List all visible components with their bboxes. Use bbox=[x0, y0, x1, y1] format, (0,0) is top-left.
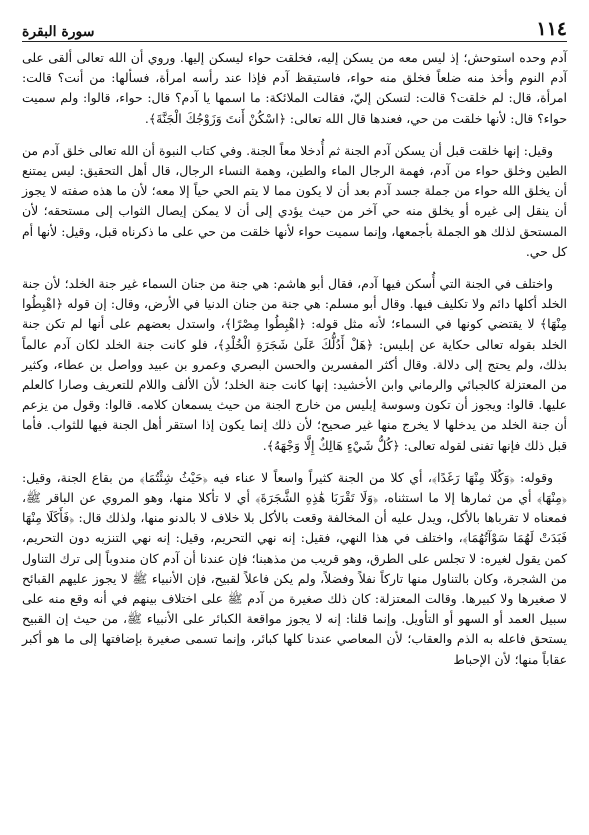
header-divider bbox=[22, 41, 567, 42]
surah-title: سورة البقرة bbox=[22, 24, 95, 40]
paragraph-time-of-creation: وقيل: إنها خلقت قبل أن يسكن آدم الجنة ثم أُدخلا معاً الجنة. وفي كتاب النبوة أن الله تعالى خلق آدم من الطين وخلق حواء من آدم، فهمة الرجال الماء والطين، وهمة النساء الرجال، قال أهل التحقيق: ليس يمتنع أن يخلق الله حواء من جملة جسد آدم بعد أن لا يكون مما لا يتم الحي حياً إلا معه؛ لأن ما هذه صفته لا يجوز أن ينقل إلى غيره أو يخلق منه حي آخر من حيث يؤدي إلى أن لا يمكن إيصال الثواب إلى مستحقه؛ لأن المستحق لذلك هو الجملة بأجمعها، وإنما سميت حواء لأنها خلقت من حي على ما ذكرناه قبل، وقيل: لأنها أم كل حي. bbox=[22, 142, 567, 259]
paragraph-eat-from-it: وقوله: ﴿وَكُلَا مِنْهَا رَغَدًا﴾، أي كلا من الجنة كثيراً واسعاً لا عناء فيه ﴿حَيْثُ شِئْتُمَا﴾ من بقاع الجنة، وقيل: ﴿مِنْهَا﴾ أي من ثمارها إلا ما استثناه، ﴿وَلَا تَقْرَبَا هَٰذِهِ الشَّجَرَةَ﴾ أي لا تأكلا منها، وهو المروي عن الباقر ﷺ، فمعناه لا تقرباها بالأكل، ويدل عليه أن المخالفة وقعت بالأكل بلا خلاف لا بالدنو منها، ولذلك قال: ﴿فَأَكَلَا مِنْهَا فَبَدَتْ لَهُمَا سَوْآتُهُمَا﴾، واختلف في هذا النهي، فقيل: إنه نهي التحريم، وقيل: إنه نهي التنزيه دون التحريم، كمن يقول لغيره: لا تجلس على الطرق، وهو قريب من مذهبنا؛ فإن عندنا أن آدم كان مندوباً إلى ترك التناول من الشجرة، وكان بالتناول منها تاركاً نفلاً وفضلاً، ولم يكن فاعلاً لقبيح، فإن الأنبياء ﷺ لا يجوز عليهم القبائح لا صغيرها ولا كبيرها. وقالت المعتزلة: كان ذلك صغيرة من آدم ﷺ على اختلاف بينهم في أنه وقع منه على سبيل العمد أو السهو أو التأويل. وإنما قلنا: إنه لا يجوز مواقعة الكبائر على الأنبياء ﷺ، من حيث إن القبيح يستحق فاعله به الذم والعقاب؛ لأن المعاصي عندنا كلها كبائر، وإنما تسمى صغيرة بإضافتها إلى ما هو أكبر عقاباً منها؛ لأن الإحباط bbox=[22, 469, 567, 667]
paragraph-creation-of-hawwa: آدم وحده استوحش؛ إذ ليس معه من يسكن إليه، فخلقت حواء ليسكن إليها. وروي أن الله تعالى ألقى على آدم النوم وأخذ منه ضلعاً فخلق منه حواء، فاستيقظ آدم فإذا عند رأسه امرأة، فسألها: من أنت؟ قالت: امرأة، قال: لم خلقت؟ قالت: لتسكن إليّ، فقالت الملائكة: ما اسمها يا آدم؟ قال: حواء، قالوا: ولم سميت حواء؟ قال: لأنها خلقت من حي، فعندها قال الله تعالى: ﴿اسْكُنْ أَنتَ وَزَوْجُكَ الْجَنَّةَ﴾. bbox=[22, 50, 567, 126]
paragraph-which-garden: واختلف في الجنة التي أُسكن فيها آدم، فقال أبو هاشم: هي جنة من جنان السماء غير جنة الخلد؛ لأن جنة الخلد أكلها دائم ولا تكليف فيها. وقال أبو مسلم: هي جنة من جنان الدنيا في الأرض، وقال: إن قوله ﴿اهْبِطُوا مِنْهَا﴾ لا يقتضي كونها في السماء؛ لأنه مثل قوله: ﴿اهْبِطُوا مِصْرًا﴾، واستدل بعضهم على أنها لم تكن جنة الخلد بقوله تعالى حكاية عن إبليس: ﴿هَلْ أَدُلُّكَ عَلَىٰ شَجَرَةِ الْخُلْدِ﴾، فلو كانت جنة الخلد لكان آدم عالماً بذلك، ولم يحتج إلى دلالة. وقال أكثر المفسرين والحسن البصري وعمرو بن عبيد وواصل بن عطاء، وكثير من المعتزلة كالجبائي والرماني وابن الأخشيد: إنها كانت جنة الخلد؛ لأن الألف واللام للتعريف وصارا كالعلم عليها. قالوا: ويجوز أن تكون وسوسة إبليس من خارج الجنة من حيث يسمعان كلامه. قالوا: وقول من يزعم أن جنة الخلد من يدخلها لا يخرج منها غير صحيح؛ لأن ذلك إنما يكون إذا استقر أهل الجنة فيها للثواب. فأما قبل ذلك فإنها تفنى لقوله تعالى: ﴿كُلُّ شَيْءٍ هَالِكٌ إِلَّا وَجْهَهُ﴾. bbox=[22, 276, 567, 453]
page-number: ١١٤ bbox=[536, 18, 567, 40]
page-body bbox=[22, 48, 567, 829]
page-header bbox=[22, 14, 567, 40]
